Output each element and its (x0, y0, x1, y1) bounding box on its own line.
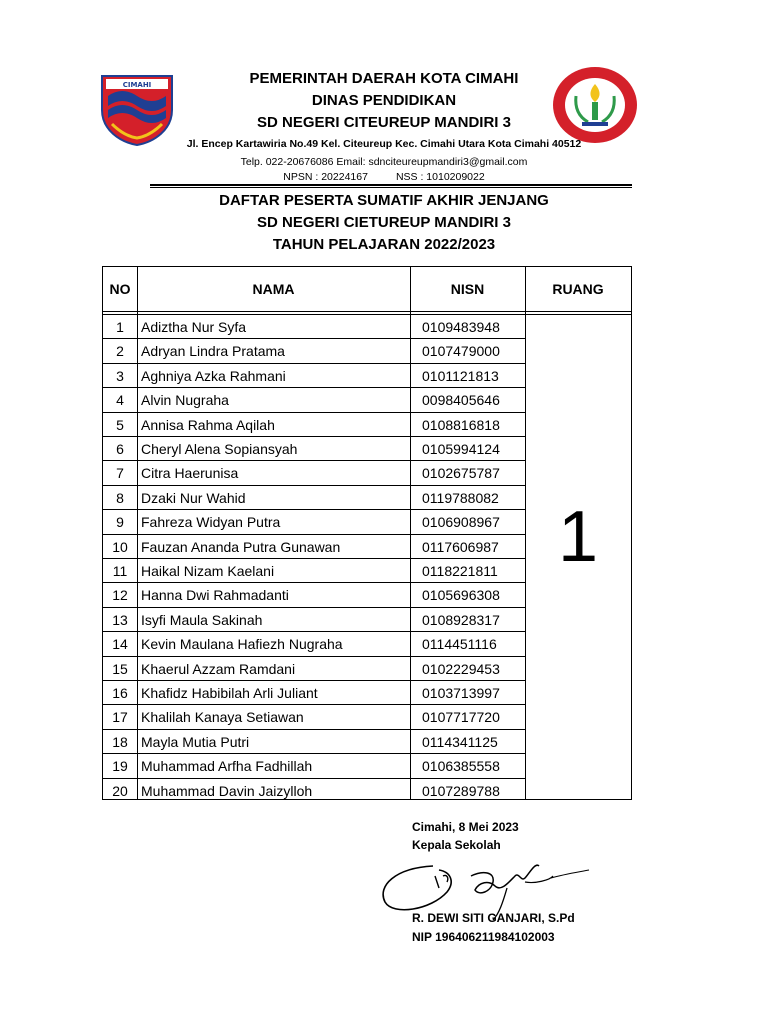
student-nisn: 0105696308 (422, 587, 500, 604)
department-name: DINAS PENDIDIKAN (311, 92, 457, 109)
student-nisn: 0108816818 (422, 416, 500, 433)
row-number: 13 (112, 611, 128, 628)
student-nisn: 0107717720 (422, 709, 500, 726)
student-nisn: 0101121813 (422, 367, 499, 384)
logo-left-text: CIMAHI (122, 81, 152, 89)
student-name: Muhammad Davin Jaizylloh (141, 782, 313, 799)
student-name: Fauzan Ananda Putra Gunawan (141, 538, 341, 555)
student-name: Khafidz Habibilah Arli Juliant (141, 685, 318, 701)
student-nisn: 0117606987 (422, 538, 499, 555)
student-nisn: 0102229453 (422, 660, 500, 677)
signature-nip: NIP 196406211984102003 (412, 930, 555, 944)
student-nisn: 0114451116 (422, 636, 497, 653)
student-name: Dzaki Nur Wahid (141, 489, 246, 506)
school-contact: Telp. 022-20676086 Email: sdnciteureupmandiri3@gmail.com (240, 156, 528, 168)
doc-title-line2: SD NEGERI CIETUREUP MANDIRI 3 (257, 214, 511, 231)
row-number: 7 (116, 465, 124, 482)
student-nisn: 0119788082 (422, 489, 499, 506)
student-name: Khaerul Azzam Ramdani (141, 660, 296, 677)
header-room: RUANG (552, 281, 604, 297)
row-number: 15 (112, 660, 128, 677)
row-number: 9 (116, 514, 124, 531)
header-nisn: NISN (450, 281, 485, 297)
student-name: Kevin Maulana Hafiezh Nugraha (141, 636, 343, 653)
row-number: 20 (112, 782, 128, 799)
student-name: Alvin Nugraha (141, 392, 229, 409)
row-number: 16 (112, 685, 128, 701)
participants-table (102, 266, 632, 800)
school-ids (0, 171, 768, 183)
signature-name: R. DEWI SITI GANJARI, S.Pd (412, 911, 575, 925)
row-number: 19 (112, 758, 128, 775)
row-number: 14 (112, 636, 128, 653)
student-nisn: 0103713997 (422, 685, 500, 701)
student-name: Muhammad Arfha Fadhillah (141, 758, 313, 775)
school-name: SD NEGERI CITEUREUP MANDIRI 3 (257, 114, 511, 131)
student-name: Hanna Dwi Rahmadanti (141, 587, 289, 604)
row-number: 18 (112, 733, 128, 750)
student-nisn: 0106385558 (422, 758, 500, 775)
header-rule-thin (150, 187, 632, 188)
student-name: Isyfi Maula Sakinah (141, 611, 263, 628)
student-name: Adiztha Nur Syfa (141, 319, 247, 335)
student-nisn: 0109483948 (422, 319, 500, 335)
row-number: 10 (112, 538, 128, 555)
student-name: Cheryl Alena Sopiansyah (141, 441, 298, 457)
header-divider-double-room (525, 314, 631, 315)
student-name: Annisa Rahma Aqilah (141, 416, 275, 433)
doc-title-line3: TAHUN PELAJARAN 2022/2023 (272, 236, 496, 253)
student-nisn: 0106908967 (422, 514, 500, 531)
student-name: Mayla Mutia Putri (141, 733, 250, 750)
doc-title-line1: DAFTAR PESERTA SUMATIF AKHIR JENJANG (219, 192, 549, 209)
row-number: 11 (112, 563, 128, 579)
header-name: NAMA (252, 281, 295, 297)
student-nisn: 0114341125 (422, 733, 498, 750)
signature-role: Kepala Sekolah (412, 838, 501, 852)
room-number: 1 (557, 497, 599, 577)
header-divider (103, 311, 631, 312)
header-no: NO (109, 281, 131, 297)
row-number: 1 (116, 319, 124, 335)
student-nisn: 0102675787 (422, 465, 500, 482)
row-number: 2 (116, 343, 124, 360)
government-name: PEMERINTAH DAERAH KOTA CIMAHI (249, 70, 519, 87)
row-number: 17 (112, 709, 128, 726)
student-nisn: 0107479000 (422, 343, 500, 360)
student-name: Haikal Nizam Kaelani (141, 563, 275, 579)
student-name: Adryan Lindra Pratama (141, 343, 285, 360)
row-number: 3 (116, 367, 124, 384)
student-nisn: 0107289788 (422, 782, 500, 799)
student-nisn: 0098405646 (422, 392, 500, 409)
student-name: Khalilah Kanaya Setiawan (141, 709, 304, 726)
header-rule (150, 184, 632, 186)
school-address: Jl. Encep Kartawiria No.49 Kel. Citeureup Kec. Cimahi Utara Kota Cimahi 40512 (186, 138, 582, 150)
row-number: 6 (116, 441, 124, 457)
student-name: Fahreza Widyan Putra (141, 514, 281, 531)
row-number: 12 (112, 587, 128, 604)
nss: NSS : 1010209022 (395, 171, 485, 183)
npsn: NPSN : 20224167 (283, 171, 368, 183)
student-nisn: 0118221811 (422, 563, 498, 579)
student-name: Citra Haerunisa (141, 465, 239, 482)
signature-place-date: Cimahi, 8 Mei 2023 (412, 820, 519, 834)
student-nisn: 0105994124 (422, 441, 500, 457)
row-number: 4 (116, 392, 124, 409)
student-name: Aghniya Azka Rahmani (141, 367, 286, 384)
row-number: 8 (116, 489, 124, 506)
row-number: 5 (116, 416, 124, 433)
student-nisn: 0108928317 (422, 611, 500, 628)
